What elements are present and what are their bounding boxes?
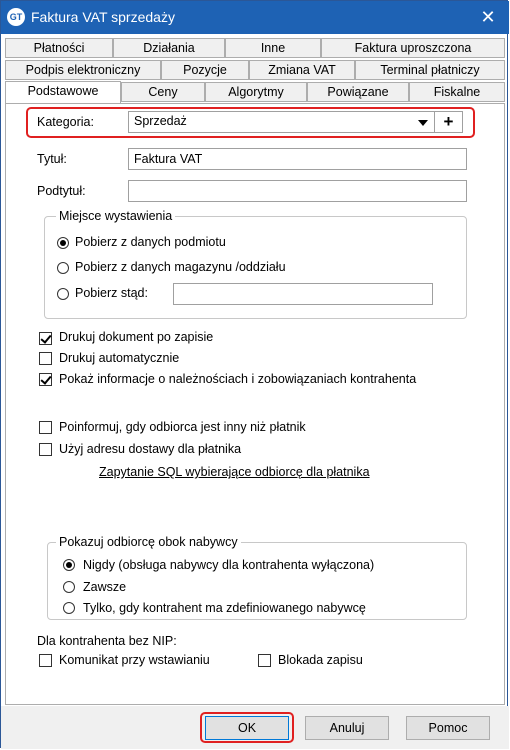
checkbox-blokada[interactable]	[258, 654, 271, 667]
checkbox-poinformuj[interactable]	[39, 421, 52, 434]
nigdy-label: Nigdy (obsługa nabywcy dla kontrahenta wyłączona)	[83, 558, 375, 572]
tab-podpis-elektroniczny[interactable]: Podpis elektroniczny	[5, 60, 161, 80]
tab-powiazane[interactable]: Powiązane	[307, 82, 409, 102]
podtytul-label: Podtytuł:	[37, 184, 86, 198]
kategoria-select[interactable]	[128, 111, 435, 133]
tab-inne[interactable]: Inne	[225, 38, 321, 58]
tab-terminal-platniczy[interactable]: Terminal płatniczy	[355, 60, 505, 80]
radio-tylko-gdy[interactable]	[63, 602, 75, 614]
app-icon: GT	[7, 8, 25, 26]
pobierz-magazynu-label: Pobierz z danych magazynu /oddziału	[75, 260, 286, 274]
podtytul-input[interactable]	[128, 180, 467, 202]
tytul-input[interactable]: Faktura VAT	[128, 148, 467, 170]
radio-pobierz-stad[interactable]	[57, 288, 69, 300]
tab-platnosci[interactable]: Płatności	[5, 38, 113, 58]
pokaz-informacje-label: Pokaż informacje o należnościach i zobowiązaniach kontrahenta	[59, 372, 417, 386]
checkbox-drukuj-po-zapisie[interactable]	[39, 332, 52, 345]
radio-pobierz-magazynu[interactable]	[57, 262, 69, 274]
radio-nigdy[interactable]	[63, 559, 75, 571]
pokazuj-odbiorce-legend: Pokazuj odbiorcę obok nabywcy	[56, 535, 241, 549]
checkbox-drukuj-automatycznie[interactable]	[39, 352, 52, 365]
checkbox-uzyj-adresu[interactable]	[39, 443, 52, 456]
drukuj-automatycznie-label: Drukuj automatycznie	[59, 351, 180, 365]
pobierz-stad-label: Pobierz stąd:	[75, 286, 148, 300]
tab-zmiana-vat[interactable]: Zmiana VAT	[249, 60, 355, 80]
blokada-label: Blokada zapisu	[278, 653, 363, 667]
checkbox-pokaz-informacje[interactable]	[39, 373, 52, 386]
komunikat-label: Komunikat przy wstawianiu	[59, 653, 210, 667]
close-icon[interactable]: ✕	[480, 7, 496, 27]
dropdown-arrow-icon	[418, 120, 428, 126]
sql-query-link[interactable]: Zapytanie SQL wybierające odbiorcę dla płatnika	[99, 465, 370, 479]
window-title: Faktura VAT sprzedaży	[31, 9, 175, 25]
miejsce-wystawienia-legend: Miejsce wystawienia	[56, 209, 175, 223]
ok-button[interactable]: OK	[205, 716, 289, 740]
checkbox-komunikat[interactable]	[39, 654, 52, 667]
title-bar[interactable]	[1, 1, 509, 34]
bez-nip-label: Dla kontrahenta bez NIP:	[37, 634, 177, 648]
tylko-gdy-label: Tylko, gdy kontrahent ma zdefiniowanego nabywcę	[83, 601, 366, 615]
zawsze-label: Zawsze	[83, 580, 127, 594]
poinformuj-label: Poinformuj, gdy odbiorca jest inny niż płatnik	[59, 420, 306, 434]
uzyj-adresu-label: Użyj adresu dostawy dla płatnika	[59, 442, 242, 456]
tab-ceny[interactable]: Ceny	[121, 82, 205, 102]
tab-algorytmy[interactable]: Algorytmy	[205, 82, 307, 102]
tab-pozycje[interactable]: Pozycje	[161, 60, 249, 80]
kategoria-label: Kategoria:	[37, 115, 94, 129]
radio-pobierz-podmiotu[interactable]	[57, 237, 69, 249]
cancel-button[interactable]: Anuluj	[305, 716, 389, 740]
add-kategoria-button[interactable]: +	[434, 111, 463, 133]
tab-faktura-uproszczona[interactable]: Faktura uproszczona	[321, 38, 505, 58]
pobierz-stad-input[interactable]	[173, 283, 433, 305]
tab-podstawowe[interactable]: Podstawowe	[5, 81, 121, 103]
kategoria-value: Sprzedaż	[134, 114, 187, 128]
tab-dzialania[interactable]: Działania	[113, 38, 225, 58]
help-button[interactable]: Pomoc	[406, 716, 490, 740]
tab-fiskalne[interactable]: Fiskalne	[409, 82, 505, 102]
drukuj-po-zapisie-label: Drukuj dokument po zapisie	[59, 330, 214, 344]
tytul-label: Tytuł:	[37, 152, 67, 166]
pobierz-podmiotu-label: Pobierz z danych podmiotu	[75, 235, 226, 249]
radio-zawsze[interactable]	[63, 581, 75, 593]
